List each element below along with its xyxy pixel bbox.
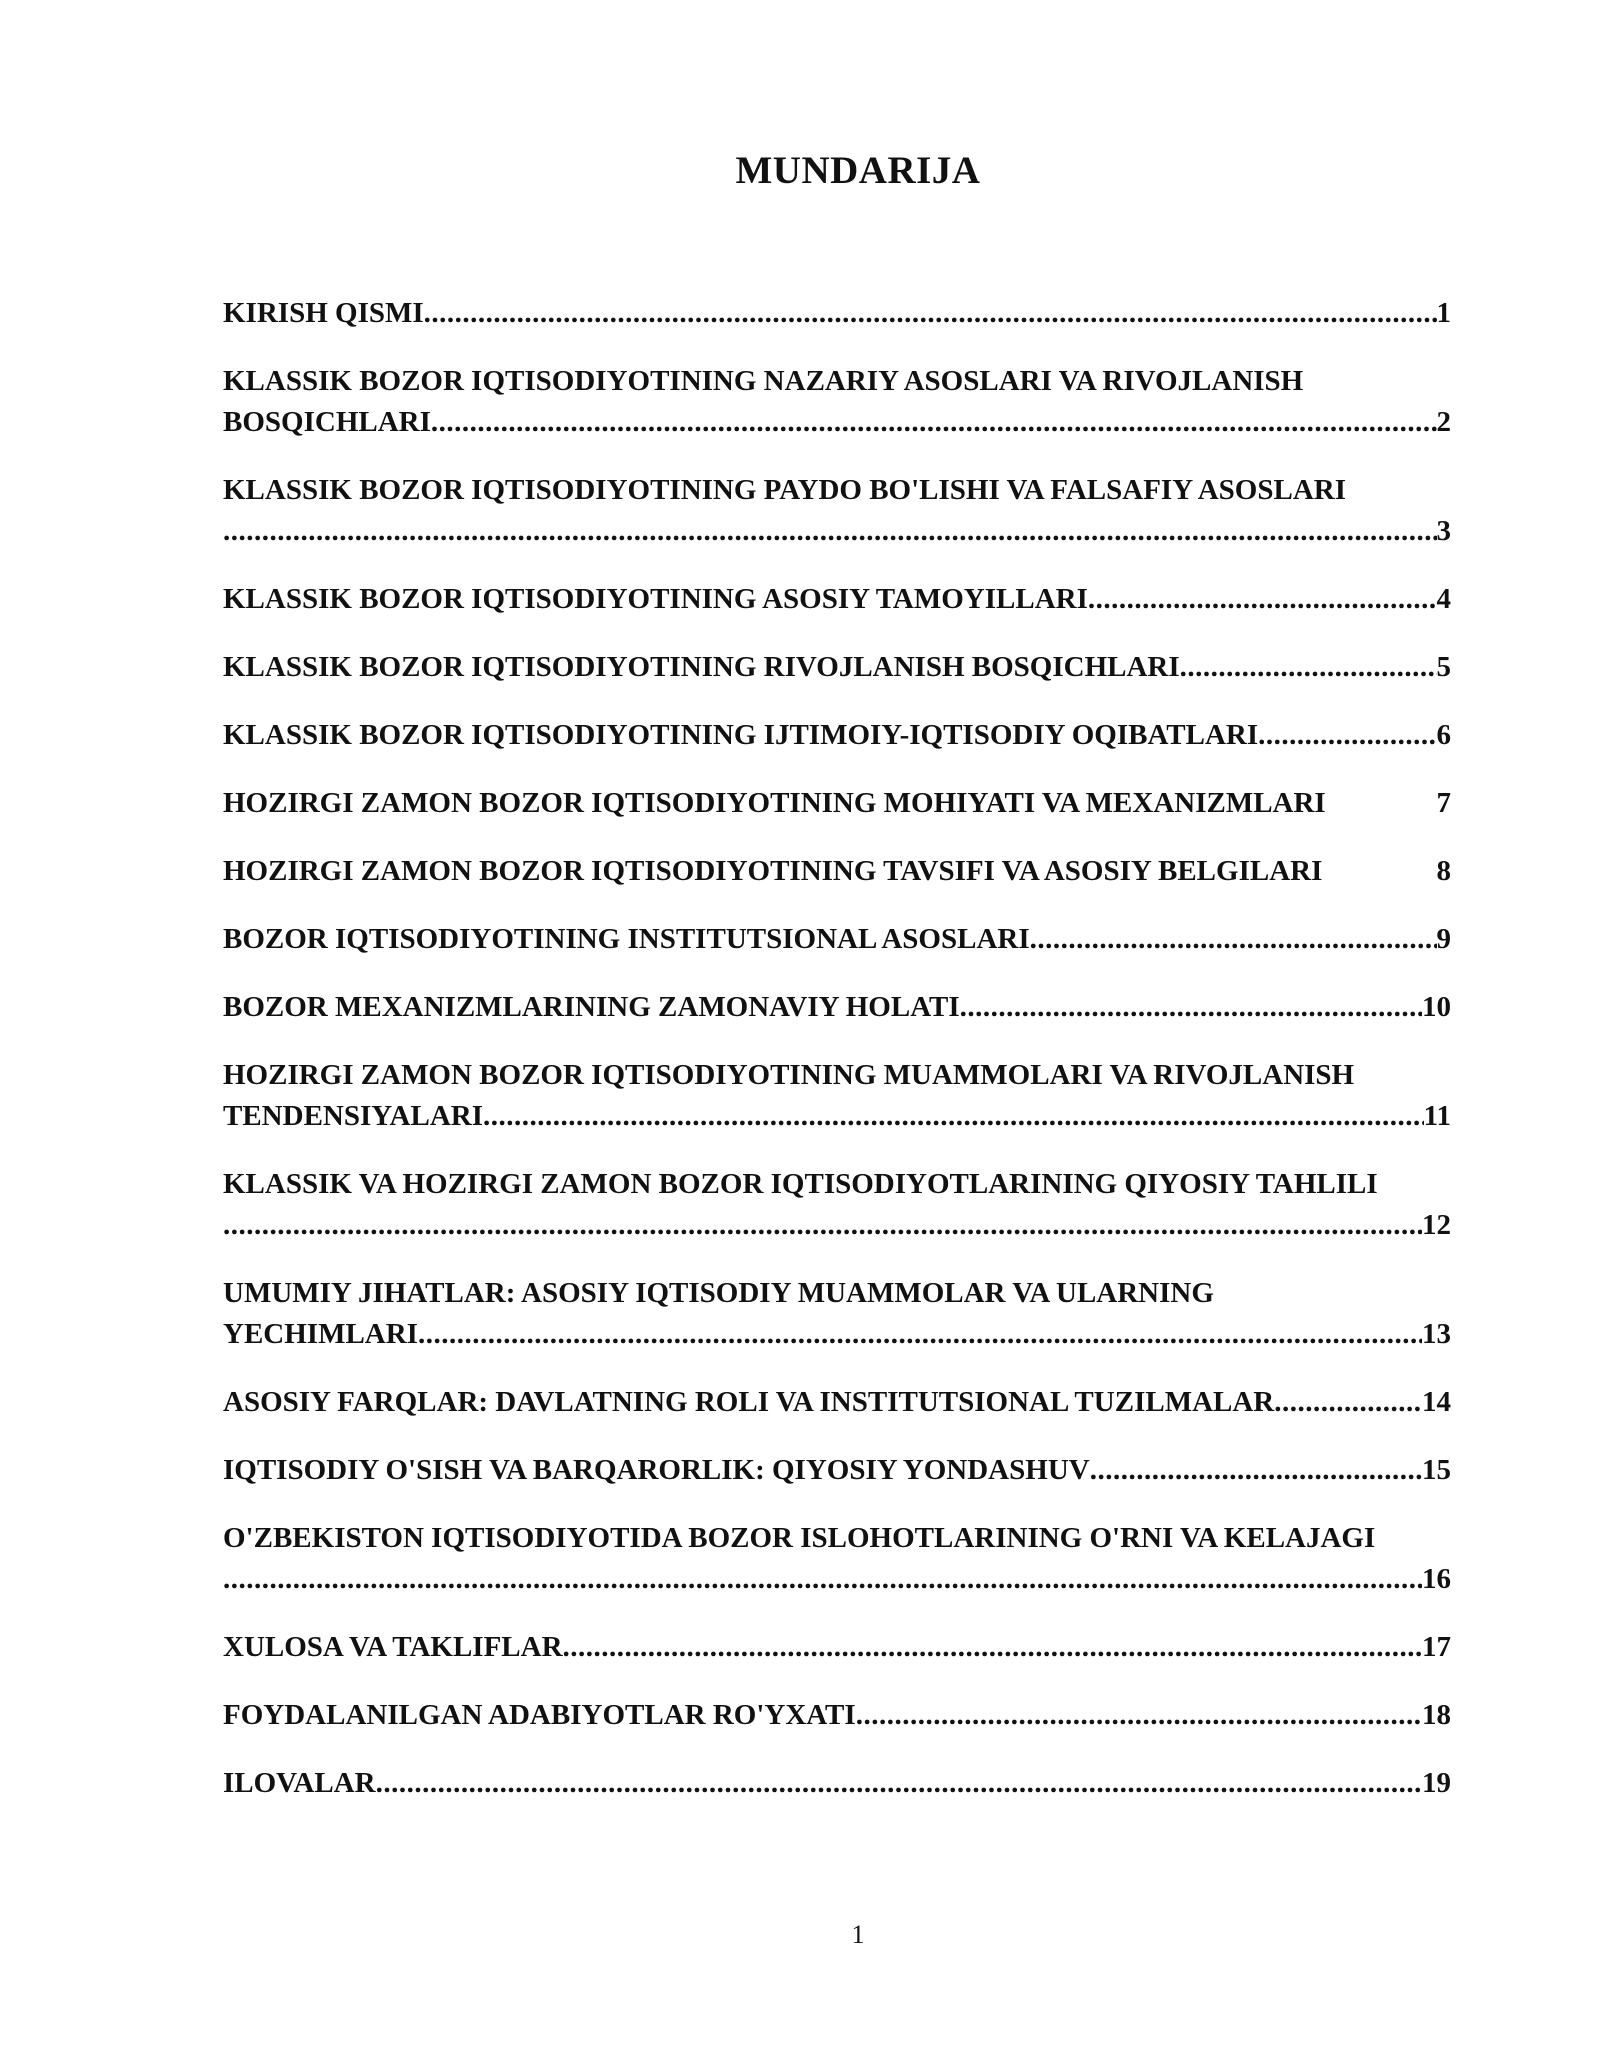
toc-entry-heading: KLASSIK BOZOR IQTISODIYOTINING PAYDO BO'LISHI VA FALSAFIY ASOSLARI [223, 474, 1346, 506]
toc-entry-heading: KLASSIK VA HOZIRGI ZAMON BOZOR IQTISODIYOTLARINING QIYOSIY TAHLILI [223, 1168, 1378, 1200]
toc-entry-title: FOYDALANILGAN ADABIYOTLAR RO'YXATI [223, 1699, 856, 1731]
toc-entry[interactable] [223, 1627, 1451, 1668]
toc-entry-page-number: 8 [1436, 855, 1451, 887]
toc-entry-line [223, 1205, 1451, 1246]
toc-entry-line [223, 783, 1451, 824]
toc-entry-line [223, 715, 1451, 756]
dot-leader [960, 987, 1422, 1028]
toc-entry-page-number: 3 [1436, 515, 1451, 547]
dot-leader [1258, 715, 1436, 756]
toc-entry-line [223, 511, 1451, 552]
toc-entry[interactable] [223, 470, 1451, 552]
toc-entry[interactable] [223, 1518, 1451, 1600]
toc-entry[interactable] [223, 851, 1451, 892]
toc-entry[interactable] [223, 647, 1451, 688]
toc-entry[interactable] [223, 1273, 1451, 1355]
toc-entry-title: IQTISODIY O'SISH VA BARQARORLIK: QIYOSIY YONDASHUV [223, 1454, 1090, 1486]
toc-entry-title: ILOVALAR [223, 1767, 376, 1799]
toc-entry-page-number: 9 [1436, 923, 1451, 955]
toc-entry[interactable] [223, 579, 1451, 620]
toc-entry[interactable] [223, 1695, 1451, 1736]
toc-entry-title: BOZOR IQTISODIYOTINING INSTITUTSIONAL ASOSLARI [223, 923, 1030, 955]
dot-leader [424, 293, 1437, 334]
toc-entry-page-number: 15 [1422, 1454, 1451, 1486]
toc-entry-page-number: 12 [1422, 1209, 1451, 1241]
toc-entry-line [223, 987, 1451, 1028]
toc-entry-page-number: 7 [1436, 787, 1451, 819]
page-number: 1 [851, 1920, 865, 1949]
dot-leader [1030, 919, 1437, 960]
toc-entry-page-number: 6 [1436, 719, 1451, 751]
dot-leader [376, 1763, 1422, 1804]
dot-leader [431, 402, 1437, 443]
toc-entry[interactable] [223, 1763, 1451, 1804]
toc-entry[interactable] [223, 1055, 1451, 1137]
toc-entry-line [223, 1627, 1451, 1668]
toc-entry-page-number: 11 [1423, 1100, 1451, 1132]
table-of-contents [223, 293, 1451, 1831]
toc-entry-line [223, 919, 1451, 960]
toc-entry-page-number: 14 [1422, 1386, 1451, 1418]
dot-leader [1274, 1382, 1422, 1423]
toc-entry-heading: O'ZBEKISTON IQTISODIYOTIDA BOZOR ISLOHOTLARINING O'RNI VA KELAJAGI [223, 1522, 1376, 1554]
toc-entry-title: KLASSIK BOZOR IQTISODIYOTINING IJTIMOIY-IQTISODIY OQIBATLARI [223, 719, 1259, 751]
toc-entry-title: HOZIRGI ZAMON BOZOR IQTISODIYOTINING TAVSIFI VA ASOSIY BELGILARI [223, 855, 1323, 887]
toc-entry-title: KIRISH QISMI [223, 297, 424, 329]
toc-entry[interactable] [223, 293, 1451, 334]
toc-entry-line [223, 1314, 1451, 1355]
toc-entry-title: HOZIRGI ZAMON BOZOR IQTISODIYOTINING MOHIYATI VA MEXANIZMLARI [223, 787, 1326, 819]
toc-entry[interactable] [223, 1382, 1451, 1423]
toc-entry-line [223, 647, 1451, 688]
toc-entry-line [223, 851, 1451, 892]
dot-leader [223, 511, 1437, 552]
toc-entry-line [223, 1450, 1451, 1491]
toc-entry-line [223, 1695, 1451, 1736]
dot-leader [223, 1559, 1422, 1600]
toc-entry[interactable] [223, 1450, 1451, 1491]
toc-entry-heading: UMUMIY JIHATLAR: ASOSIY IQTISODIY MUAMMOLAR VA ULARNING [223, 1277, 1214, 1309]
toc-entry-line [223, 402, 1451, 443]
toc-entry-title: XULOSA VA TAKLIFLAR [223, 1631, 563, 1663]
toc-entry[interactable] [223, 987, 1451, 1028]
toc-entry-title: KLASSIK BOZOR IQTISODIYOTINING RIVOJLANISH BOSQICHLARI [223, 651, 1180, 683]
toc-entry-line [223, 1382, 1451, 1423]
dot-leader [856, 1695, 1422, 1736]
toc-entry-title: BOSQICHLARI [223, 406, 431, 438]
dot-leader [223, 1205, 1422, 1246]
toc-entry-line [223, 1763, 1451, 1804]
dot-leader [563, 1627, 1422, 1668]
toc-entry-page-number: 13 [1422, 1318, 1451, 1350]
toc-entry-title: TENDENSIYALARI [223, 1100, 484, 1132]
toc-entry-page-number: 19 [1422, 1767, 1451, 1799]
toc-entry-line [223, 1559, 1451, 1600]
toc-entry[interactable] [223, 1164, 1451, 1246]
toc-entry-title: BOZOR MEXANIZMLARINING ZAMONAVIY HOLATI [223, 991, 960, 1023]
page-title: MUNDARIJA [735, 149, 981, 192]
toc-entry[interactable] [223, 919, 1451, 960]
dot-leader [418, 1314, 1422, 1355]
toc-entry-page-number: 1 [1436, 297, 1451, 329]
toc-entry-page-number: 4 [1436, 583, 1451, 615]
toc-entry-page-number: 18 [1422, 1699, 1451, 1731]
toc-entry-heading: KLASSIK BOZOR IQTISODIYOTINING NAZARIY ASOSLARI VA RIVOJLANISH [223, 365, 1304, 397]
toc-entry-page-number: 10 [1422, 991, 1451, 1023]
toc-entry-page-number: 2 [1436, 406, 1451, 438]
toc-entry-page-number: 17 [1422, 1631, 1451, 1663]
toc-entry-heading: HOZIRGI ZAMON BOZOR IQTISODIYOTINING MUAMMOLARI VA RIVOJLANISH [223, 1059, 1355, 1091]
toc-entry-page-number: 5 [1436, 651, 1451, 683]
toc-entry[interactable] [223, 361, 1451, 443]
toc-entry-line [223, 293, 1451, 334]
dot-leader [1180, 647, 1437, 688]
dot-leader [1090, 1450, 1422, 1491]
toc-entry-line [223, 579, 1451, 620]
toc-entry-page-number: 16 [1422, 1563, 1451, 1595]
dot-leader [1088, 579, 1437, 620]
dot-leader [483, 1096, 1424, 1137]
toc-entry-title: ASOSIY FARQLAR: DAVLATNING ROLI VA INSTITUTSIONAL TUZILMALAR [223, 1386, 1275, 1418]
toc-entry-title: YECHIMLARI [223, 1318, 418, 1350]
toc-entry[interactable] [223, 715, 1451, 756]
toc-entry-title: KLASSIK BOZOR IQTISODIYOTINING ASOSIY TAMOYILLARI [223, 583, 1088, 615]
toc-entry[interactable] [223, 783, 1451, 824]
toc-entry-line [223, 1096, 1451, 1137]
